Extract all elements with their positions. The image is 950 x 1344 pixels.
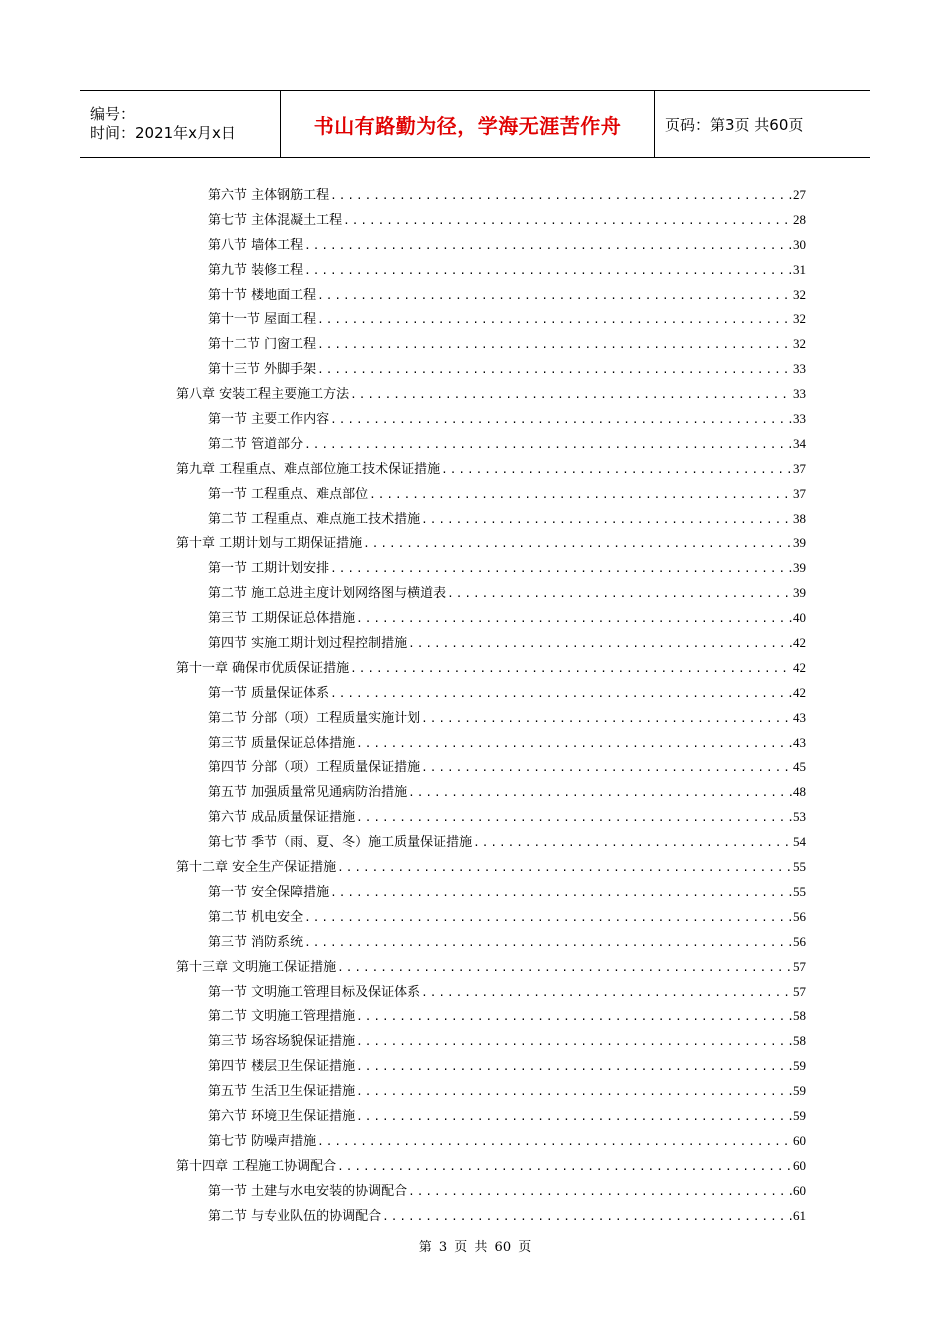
toc-section-entry[interactable]	[176, 233, 806, 258]
toc-entry-page: 37	[793, 460, 806, 476]
toc-dot-leader	[421, 707, 792, 732]
toc-entry-page: 56	[793, 933, 806, 949]
toc-entry-page: 53	[793, 809, 806, 825]
toc-entry-page: 37	[793, 485, 806, 501]
toc-entry-page: 61	[793, 1207, 806, 1223]
toc-dot-leader	[304, 931, 792, 956]
toc-dot-leader	[356, 1005, 792, 1030]
toc-entry-page: 32	[793, 311, 806, 327]
toc-dot-leader	[317, 358, 792, 383]
toc-dot-leader	[330, 408, 792, 433]
toc-entry-page: 55	[793, 859, 806, 875]
toc-section-entry[interactable]	[176, 183, 806, 208]
toc-dot-leader	[441, 458, 792, 483]
toc-dot-leader	[408, 632, 792, 657]
toc-chapter-entry[interactable]	[176, 656, 806, 681]
table-of-contents	[176, 183, 806, 1228]
toc-entry-title: 第二节 与专业队伍的协调配合	[208, 1208, 382, 1224]
toc-section-entry[interactable]	[176, 880, 806, 905]
toc-entry-title: 第九章 工程重点、难点部位施工技术保证措施	[176, 461, 441, 477]
toc-entry-title: 第二节 分部（项）工程质量实施计划	[208, 710, 421, 726]
toc-section-entry[interactable]	[176, 1029, 806, 1054]
toc-dot-leader	[317, 1130, 792, 1155]
toc-dot-leader	[317, 284, 792, 309]
toc-entry-title: 第八章 安装工程主要施工方法	[176, 387, 350, 403]
toc-entry-page: 33	[793, 386, 806, 402]
toc-entry-page: 33	[793, 361, 806, 377]
toc-entry-title: 第三节 质量保证总体措施	[208, 735, 356, 751]
toc-dot-leader	[337, 856, 792, 881]
toc-section-entry[interactable]	[176, 556, 806, 581]
toc-entry-title: 第十一节 屋面工程	[208, 312, 317, 328]
toc-entry-page: 54	[793, 834, 806, 850]
header-meta	[80, 91, 281, 157]
toc-entry-page: 45	[793, 759, 806, 775]
toc-dot-leader	[356, 732, 792, 757]
toc-dot-leader	[421, 981, 792, 1006]
toc-entry-page: 32	[793, 286, 806, 302]
toc-section-entry[interactable]	[176, 980, 806, 1005]
toc-dot-leader	[363, 532, 792, 557]
toc-dot-leader	[356, 607, 792, 632]
toc-entry-page: 58	[793, 1033, 806, 1049]
toc-dot-leader	[304, 433, 792, 458]
toc-entry-page: 60	[793, 1157, 806, 1173]
toc-section-entry[interactable]	[176, 432, 806, 457]
toc-entry-title: 第十三章 文明施工保证措施	[176, 959, 337, 975]
header-page-info	[655, 91, 870, 157]
document-header	[80, 90, 870, 158]
toc-chapter-entry[interactable]	[176, 855, 806, 880]
toc-entry-title: 第十二章 安全生产保证措施	[176, 860, 337, 876]
toc-dot-leader	[304, 906, 792, 931]
toc-entry-page: 34	[793, 435, 806, 451]
toc-entry-title: 第六节 成品质量保证措施	[208, 810, 356, 826]
toc-section-entry[interactable]	[176, 307, 806, 332]
toc-entry-title: 第三节 工期保证总体措施	[208, 611, 356, 627]
toc-entry-page: 60	[793, 1182, 806, 1198]
toc-dot-leader	[356, 1030, 792, 1055]
serial-number-label: 编号：	[90, 105, 136, 123]
toc-dot-leader	[317, 308, 792, 333]
toc-section-entry[interactable]	[176, 1079, 806, 1104]
toc-section-entry[interactable]	[176, 780, 806, 805]
toc-section-entry[interactable]	[176, 482, 806, 507]
toc-entry-page: 39	[793, 560, 806, 576]
toc-entry-page: 40	[793, 610, 806, 626]
footer-page-number: 第 3 页 共 60 页	[418, 1240, 532, 1255]
toc-entry-page: 43	[793, 734, 806, 750]
toc-entry-title: 第十三节 外脚手架	[208, 362, 317, 378]
toc-dot-leader	[408, 1180, 792, 1205]
toc-entry-title: 第七节 主体混凝土工程	[208, 212, 343, 228]
toc-dot-leader	[408, 781, 792, 806]
toc-entry-title: 第七节 季节（雨、夏、冬）施工质量保证措施	[208, 835, 473, 851]
toc-chapter-entry[interactable]	[176, 382, 806, 407]
toc-entry-title: 第十一章 确保市优质保证措施	[176, 660, 350, 676]
toc-section-entry[interactable]	[176, 1179, 806, 1204]
toc-section-entry[interactable]	[176, 1004, 806, 1029]
toc-section-entry[interactable]	[176, 581, 806, 606]
toc-dot-leader	[369, 483, 792, 508]
toc-entry-page: 30	[793, 236, 806, 252]
toc-dot-leader	[447, 582, 792, 607]
toc-section-entry[interactable]	[176, 606, 806, 631]
toc-chapter-entry[interactable]	[176, 457, 806, 482]
motto-text: 书山有路勤为径，学海无涯苦作舟	[313, 113, 622, 138]
toc-dot-leader	[330, 184, 792, 209]
toc-chapter-entry[interactable]	[176, 1154, 806, 1179]
toc-entry-title: 第一节 土建与水电安装的协调配合	[208, 1183, 408, 1199]
toc-dot-leader	[330, 682, 792, 707]
toc-section-entry[interactable]	[176, 357, 806, 382]
time-label: 时间：2021年x月x日	[90, 124, 236, 142]
toc-entry-page: 60	[793, 1132, 806, 1148]
toc-entry-title: 第一节 质量保证体系	[208, 685, 330, 701]
toc-entry-page: 31	[793, 261, 806, 277]
toc-section-entry[interactable]	[176, 706, 806, 731]
toc-entry-title: 第三节 场容场貌保证措施	[208, 1034, 356, 1050]
toc-entry-page: 39	[793, 585, 806, 601]
toc-section-entry[interactable]	[176, 930, 806, 955]
toc-entry-page: 42	[793, 684, 806, 700]
toc-entry-title: 第六节 环境卫生保证措施	[208, 1108, 356, 1124]
toc-entry-page: 59	[793, 1083, 806, 1099]
toc-section-entry[interactable]	[176, 407, 806, 432]
toc-entry-title: 第六节 主体钢筋工程	[208, 188, 330, 203]
toc-entry-title: 第四节 实施工期计划过程控制措施	[208, 636, 408, 652]
toc-dot-leader	[304, 259, 792, 284]
toc-entry-page: 58	[793, 1008, 806, 1024]
toc-section-entry[interactable]	[176, 631, 806, 656]
toc-entry-page: 42	[793, 659, 806, 675]
toc-dot-leader	[350, 657, 792, 682]
toc-entry-title: 第一节 主要工作内容	[208, 412, 330, 428]
toc-section-entry[interactable]	[176, 905, 806, 930]
toc-section-entry[interactable]	[176, 681, 806, 706]
toc-dot-leader	[356, 1080, 792, 1105]
toc-entry-page: 28	[793, 211, 806, 227]
toc-entry-page: 43	[793, 709, 806, 725]
toc-entry-page: 55	[793, 883, 806, 899]
toc-entry-title: 第十二节 门窗工程	[208, 337, 317, 353]
toc-entry-page: 39	[793, 535, 806, 551]
toc-dot-leader	[356, 1105, 792, 1130]
toc-entry-title: 第三节 消防系统	[208, 934, 304, 950]
toc-entry-page: 33	[793, 411, 806, 427]
toc-section-entry[interactable]	[176, 507, 806, 532]
toc-entry-title: 第四节 分部（项）工程质量保证措施	[208, 760, 421, 776]
toc-dot-leader	[330, 881, 792, 906]
toc-dot-leader	[421, 756, 792, 781]
toc-dot-leader	[382, 1205, 792, 1230]
toc-entry-title: 第八节 墙体工程	[208, 237, 304, 253]
toc-entry-title: 第十四章 工程施工协调配合	[176, 1158, 337, 1174]
toc-entry-page: 27	[793, 187, 806, 202]
toc-entry-page: 38	[793, 510, 806, 526]
toc-dot-leader	[473, 831, 792, 856]
toc-section-entry[interactable]	[176, 830, 806, 855]
toc-section-entry[interactable]	[176, 332, 806, 357]
toc-dot-leader	[356, 1055, 792, 1080]
toc-section-entry[interactable]	[176, 1129, 806, 1154]
toc-section-entry[interactable]	[176, 283, 806, 308]
toc-chapter-entry[interactable]	[176, 531, 806, 556]
toc-entry-title: 第四节 楼层卫生保证措施	[208, 1059, 356, 1075]
toc-chapter-entry[interactable]	[176, 955, 806, 980]
toc-entry-page: 57	[793, 958, 806, 974]
toc-entry-title: 第五节 加强质量常见通病防治措施	[208, 785, 408, 801]
toc-section-entry[interactable]	[176, 258, 806, 283]
toc-dot-leader	[337, 1155, 792, 1180]
toc-entry-title: 第七节 防噪声措施	[208, 1133, 317, 1149]
toc-entry-page: 57	[793, 983, 806, 999]
toc-dot-leader	[330, 557, 792, 582]
toc-entry-title: 第十章 工期计划与工期保证措施	[176, 536, 363, 552]
toc-entry-title: 第一节 文明施工管理目标及保证体系	[208, 984, 421, 1000]
toc-entry-title: 第一节 工期计划安排	[208, 561, 330, 577]
toc-entry-title: 第二节 文明施工管理措施	[208, 1009, 356, 1025]
toc-entry-page: 32	[793, 336, 806, 352]
toc-entry-title: 第九节 装修工程	[208, 262, 304, 278]
toc-dot-leader	[350, 383, 792, 408]
toc-section-entry[interactable]	[176, 755, 806, 780]
toc-section-entry[interactable]	[176, 208, 806, 233]
toc-entry-page: 59	[793, 1058, 806, 1074]
page-info-text: 页码：第3页 共60页	[665, 115, 804, 134]
toc-entry-page: 42	[793, 635, 806, 651]
toc-entry-title: 第一节 安全保障措施	[208, 884, 330, 900]
toc-entry-page: 59	[793, 1107, 806, 1123]
toc-dot-leader	[343, 209, 792, 234]
toc-section-entry[interactable]	[176, 1104, 806, 1129]
toc-entry-title: 第二节 施工总进主度计划网络图与横道表	[208, 586, 447, 602]
toc-section-entry[interactable]	[176, 731, 806, 756]
toc-section-entry[interactable]	[176, 1054, 806, 1079]
toc-section-entry[interactable]	[176, 805, 806, 830]
toc-entry-title: 第二节 工程重点、难点施工技术措施	[208, 511, 421, 527]
toc-entry-page: 48	[793, 784, 806, 800]
toc-dot-leader	[337, 956, 792, 981]
page-footer	[0, 1236, 950, 1255]
toc-entry-title: 第二节 机电安全	[208, 909, 304, 925]
toc-entry-title: 第十节 楼地面工程	[208, 287, 317, 303]
toc-dot-leader	[304, 234, 792, 259]
toc-entry-title: 第五节 生活卫生保证措施	[208, 1084, 356, 1100]
toc-dot-leader	[356, 806, 792, 831]
toc-section-entry[interactable]	[176, 1204, 806, 1229]
toc-dot-leader	[317, 333, 792, 358]
toc-entry-title: 第一节 工程重点、难点部位	[208, 486, 369, 502]
toc-dot-leader	[421, 508, 792, 533]
toc-entry-title: 第二节 管道部分	[208, 436, 304, 452]
header-motto	[281, 91, 655, 157]
toc-entry-page: 56	[793, 908, 806, 924]
